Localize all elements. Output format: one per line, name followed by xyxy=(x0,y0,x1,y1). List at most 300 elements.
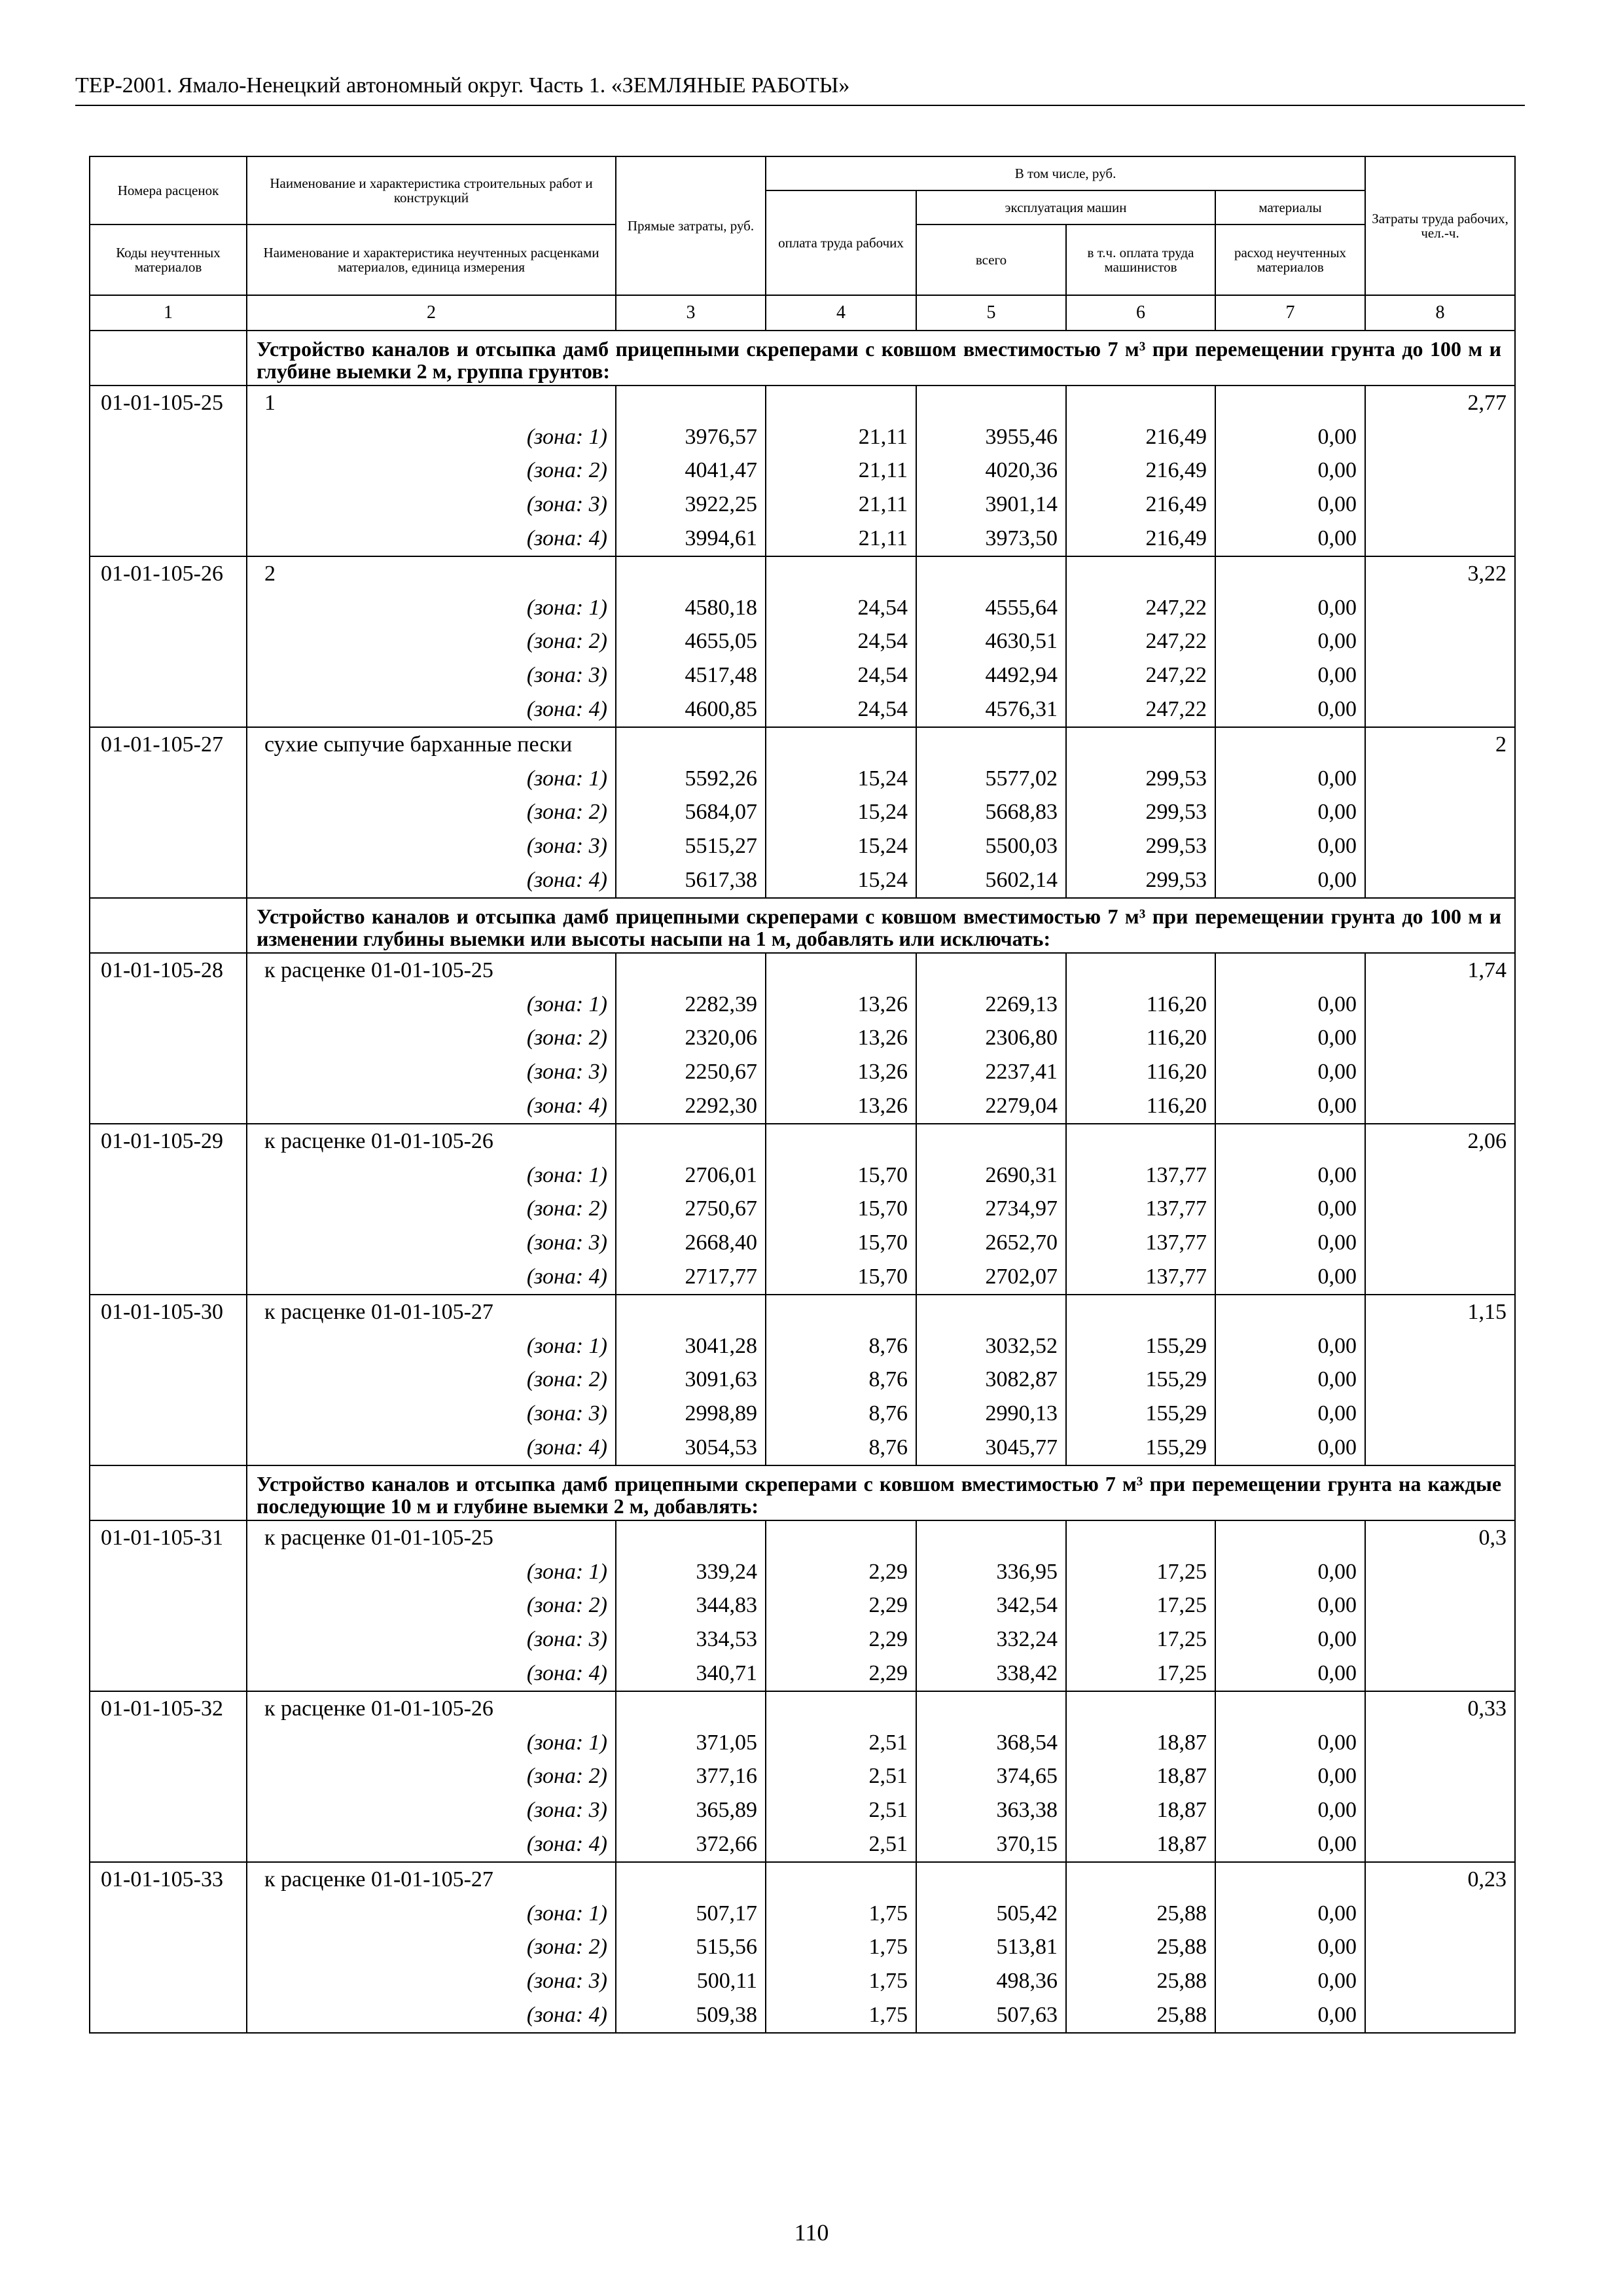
zone-row xyxy=(90,1397,1515,1431)
machine-total: 2652,70 xyxy=(916,1226,1066,1260)
empty-cell xyxy=(916,386,1066,420)
worker-pay: 15,70 xyxy=(766,1260,916,1295)
zone-label: (зона: 3) xyxy=(247,488,616,522)
direct-costs: 5684,07 xyxy=(616,796,766,830)
operator-pay: 155,29 xyxy=(1066,1329,1215,1363)
uncounted-materials: 0,00 xyxy=(1215,829,1365,863)
empty-cell xyxy=(916,1862,1066,1897)
machine-total: 338,42 xyxy=(916,1657,1066,1691)
empty-cell xyxy=(90,1329,247,1363)
empty-cell xyxy=(916,1520,1066,1555)
machine-total: 513,81 xyxy=(916,1930,1066,1964)
empty-cell xyxy=(90,1022,247,1056)
uncounted-materials: 0,00 xyxy=(1215,1964,1365,1998)
zone-row xyxy=(90,625,1515,659)
empty-cell xyxy=(1066,1295,1215,1329)
uncounted-materials: 0,00 xyxy=(1215,1193,1365,1227)
empty-cell xyxy=(1365,1158,1515,1193)
zone-label: (зона: 4) xyxy=(247,1657,616,1691)
empty-cell xyxy=(616,727,766,762)
empty-cell xyxy=(766,953,916,988)
empty-cell xyxy=(90,454,247,488)
direct-costs: 3976,57 xyxy=(616,420,766,454)
zone-row xyxy=(90,1555,1515,1589)
machine-total: 370,15 xyxy=(916,1827,1066,1862)
section-title: Устройство каналов и отсыпка дамб прицепными скреперами с ковшом вместимостью 7 м³ при перемещении грунта до 100 м и глубине выемки 2 м, группа грунтов: xyxy=(247,331,1515,386)
rate-row xyxy=(90,1862,1515,1897)
empty-cell xyxy=(90,1363,247,1397)
column-number: 4 xyxy=(766,295,916,331)
empty-cell xyxy=(1066,727,1215,762)
direct-costs: 5515,27 xyxy=(616,829,766,863)
empty-cell xyxy=(1066,1862,1215,1897)
zone-label: (зона: 4) xyxy=(247,522,616,556)
uncounted-materials: 0,00 xyxy=(1215,692,1365,727)
direct-costs: 4600,85 xyxy=(616,692,766,727)
empty-cell xyxy=(1215,386,1365,420)
zone-row xyxy=(90,863,1515,898)
rate-code: 01-01-105-28 xyxy=(90,953,247,988)
empty-cell xyxy=(916,1295,1066,1329)
labor-costs: 3,22 xyxy=(1365,556,1515,591)
uncounted-materials: 0,00 xyxy=(1215,1022,1365,1056)
worker-pay: 21,11 xyxy=(766,454,916,488)
operator-pay: 116,20 xyxy=(1066,988,1215,1022)
uncounted-materials: 0,00 xyxy=(1215,591,1365,625)
empty-cell xyxy=(90,762,247,796)
zone-row xyxy=(90,420,1515,454)
worker-pay: 21,11 xyxy=(766,522,916,556)
zone-label: (зона: 1) xyxy=(247,591,616,625)
uncounted-materials: 0,00 xyxy=(1215,1623,1365,1657)
machine-total: 336,95 xyxy=(916,1555,1066,1589)
zone-label: (зона: 3) xyxy=(247,1226,616,1260)
column-number: 6 xyxy=(1066,295,1215,331)
operator-pay: 155,29 xyxy=(1066,1397,1215,1431)
zone-row xyxy=(90,692,1515,727)
direct-costs: 5617,38 xyxy=(616,863,766,898)
zone-label: (зона: 1) xyxy=(247,762,616,796)
empty-cell xyxy=(766,386,916,420)
zone-label: (зона: 2) xyxy=(247,1193,616,1227)
uncounted-materials: 0,00 xyxy=(1215,454,1365,488)
rates-body xyxy=(90,331,1515,2033)
empty-cell xyxy=(766,1862,916,1897)
uncounted-materials: 0,00 xyxy=(1215,1055,1365,1089)
empty-cell xyxy=(90,796,247,830)
zone-row xyxy=(90,988,1515,1022)
zone-label: (зона: 1) xyxy=(247,1158,616,1193)
empty-cell xyxy=(616,953,766,988)
empty-cell xyxy=(90,1260,247,1295)
zone-label: (зона: 4) xyxy=(247,692,616,727)
worker-pay: 24,54 xyxy=(766,591,916,625)
worker-pay: 8,76 xyxy=(766,1329,916,1363)
operator-pay: 18,87 xyxy=(1066,1759,1215,1793)
empty-cell xyxy=(1365,625,1515,659)
page-number: 110 xyxy=(794,2219,829,2246)
header-including: В том числе, руб. xyxy=(766,156,1365,190)
direct-costs: 3994,61 xyxy=(616,522,766,556)
worker-pay: 13,26 xyxy=(766,1089,916,1124)
machine-total: 5668,83 xyxy=(916,796,1066,830)
column-number: 8 xyxy=(1365,295,1515,331)
machine-total: 2237,41 xyxy=(916,1055,1066,1089)
empty-cell xyxy=(90,1226,247,1260)
empty-cell xyxy=(90,1623,247,1657)
operator-pay: 155,29 xyxy=(1066,1363,1215,1397)
zone-label: (зона: 2) xyxy=(247,625,616,659)
empty-cell xyxy=(1365,796,1515,830)
empty-cell xyxy=(1365,522,1515,556)
empty-cell xyxy=(766,1295,916,1329)
zone-label: (зона: 2) xyxy=(247,1589,616,1623)
zone-label: (зона: 1) xyxy=(247,1555,616,1589)
zone-row xyxy=(90,1793,1515,1827)
labor-costs: 0,33 xyxy=(1365,1691,1515,1726)
direct-costs: 2706,01 xyxy=(616,1158,766,1193)
rate-code: 01-01-105-27 xyxy=(90,727,247,762)
operator-pay: 247,22 xyxy=(1066,591,1215,625)
worker-pay: 15,70 xyxy=(766,1193,916,1227)
machine-total: 3901,14 xyxy=(916,488,1066,522)
header-materials: материалы xyxy=(1215,190,1365,224)
operator-pay: 18,87 xyxy=(1066,1793,1215,1827)
rates-table xyxy=(89,156,1516,2034)
zone-row xyxy=(90,1897,1515,1931)
rate-name: 2 xyxy=(247,556,616,591)
machine-total: 368,54 xyxy=(916,1726,1066,1760)
machine-total: 3032,52 xyxy=(916,1329,1066,1363)
empty-cell xyxy=(1066,1520,1215,1555)
uncounted-materials: 0,00 xyxy=(1215,1897,1365,1931)
empty-cell xyxy=(1365,1623,1515,1657)
empty-cell xyxy=(90,488,247,522)
machine-total: 498,36 xyxy=(916,1964,1066,1998)
operator-pay: 17,25 xyxy=(1066,1555,1215,1589)
empty-cell xyxy=(1365,829,1515,863)
empty-cell xyxy=(1066,953,1215,988)
empty-cell xyxy=(1215,953,1365,988)
direct-costs: 4517,48 xyxy=(616,658,766,692)
empty-cell xyxy=(90,1158,247,1193)
empty-cell xyxy=(90,1930,247,1964)
machine-total: 374,65 xyxy=(916,1759,1066,1793)
uncounted-materials: 0,00 xyxy=(1215,1555,1365,1589)
operator-pay: 25,88 xyxy=(1066,1930,1215,1964)
column-number: 2 xyxy=(247,295,616,331)
empty-cell xyxy=(1066,1124,1215,1158)
operator-pay: 116,20 xyxy=(1066,1055,1215,1089)
empty-cell xyxy=(1215,1124,1365,1158)
worker-pay: 24,54 xyxy=(766,625,916,659)
worker-pay: 2,29 xyxy=(766,1657,916,1691)
empty-cell xyxy=(766,727,916,762)
empty-cell xyxy=(1365,1827,1515,1862)
machine-total: 2990,13 xyxy=(916,1397,1066,1431)
empty-cell xyxy=(1365,1998,1515,2033)
uncounted-materials: 0,00 xyxy=(1215,1363,1365,1397)
zone-label: (зона: 4) xyxy=(247,1998,616,2033)
empty-cell xyxy=(916,556,1066,591)
empty-cell xyxy=(1066,386,1215,420)
operator-pay: 25,88 xyxy=(1066,1998,1215,2033)
section-code-cell xyxy=(90,1465,247,1520)
zone-label: (зона: 3) xyxy=(247,1623,616,1657)
empty-cell xyxy=(616,1520,766,1555)
zone-row xyxy=(90,454,1515,488)
section-title: Устройство каналов и отсыпка дамб прицепными скреперами с ковшом вместимостью 7 м³ при перемещении грунта на каждые последующие 10 м и глубине выемки 2 м, добавлять: xyxy=(247,1465,1515,1520)
labor-costs: 1,74 xyxy=(1365,953,1515,988)
machine-total: 5602,14 xyxy=(916,863,1066,898)
direct-costs: 344,83 xyxy=(616,1589,766,1623)
empty-cell xyxy=(1215,1295,1365,1329)
zone-row xyxy=(90,1193,1515,1227)
header-uncounted-consumption: расход неучтенных материалов xyxy=(1215,224,1365,295)
operator-pay: 216,49 xyxy=(1066,454,1215,488)
zone-row xyxy=(90,1431,1515,1465)
zone-label: (зона: 3) xyxy=(247,1964,616,1998)
worker-pay: 21,11 xyxy=(766,488,916,522)
column-number: 5 xyxy=(916,295,1066,331)
zone-label: (зона: 2) xyxy=(247,1930,616,1964)
uncounted-materials: 0,00 xyxy=(1215,762,1365,796)
empty-cell xyxy=(90,863,247,898)
machine-total: 2306,80 xyxy=(916,1022,1066,1056)
column-number: 1 xyxy=(90,295,247,331)
rate-code: 01-01-105-33 xyxy=(90,1862,247,1897)
empty-cell xyxy=(90,1055,247,1089)
machine-total: 4576,31 xyxy=(916,692,1066,727)
direct-costs: 3091,63 xyxy=(616,1363,766,1397)
empty-cell xyxy=(1215,556,1365,591)
operator-pay: 216,49 xyxy=(1066,522,1215,556)
empty-cell xyxy=(1365,658,1515,692)
header-machine-total: всего xyxy=(916,224,1066,295)
empty-cell xyxy=(90,1793,247,1827)
empty-cell xyxy=(616,1124,766,1158)
machine-total: 4492,94 xyxy=(916,658,1066,692)
rate-row xyxy=(90,386,1515,420)
rate-name: к расценке 01-01-105-27 xyxy=(247,1862,616,1897)
direct-costs: 500,11 xyxy=(616,1964,766,1998)
empty-cell xyxy=(616,1862,766,1897)
empty-cell xyxy=(1365,1089,1515,1124)
direct-costs: 2292,30 xyxy=(616,1089,766,1124)
machine-total: 2269,13 xyxy=(916,988,1066,1022)
zone-label: (зона: 1) xyxy=(247,420,616,454)
page-header-title: ТЕР-2001. Ямало-Ненецкий автономный округ. Часть 1. «ЗЕМЛЯНЫЕ РАБОТЫ» xyxy=(75,73,850,98)
empty-cell xyxy=(1365,1055,1515,1089)
direct-costs: 515,56 xyxy=(616,1930,766,1964)
zone-row xyxy=(90,1998,1515,2033)
section-code-cell xyxy=(90,898,247,953)
zone-label: (зона: 4) xyxy=(247,1827,616,1862)
empty-cell xyxy=(90,988,247,1022)
uncounted-materials: 0,00 xyxy=(1215,863,1365,898)
empty-cell xyxy=(1365,1226,1515,1260)
worker-pay: 15,24 xyxy=(766,863,916,898)
empty-cell xyxy=(90,1193,247,1227)
direct-costs: 377,16 xyxy=(616,1759,766,1793)
zone-row xyxy=(90,762,1515,796)
machine-total: 4020,36 xyxy=(916,454,1066,488)
worker-pay: 24,54 xyxy=(766,692,916,727)
header-work-name: Наименование и характеристика строительных работ и конструкций xyxy=(247,156,616,224)
empty-cell xyxy=(1365,1793,1515,1827)
empty-cell xyxy=(1365,1897,1515,1931)
direct-costs: 2998,89 xyxy=(616,1397,766,1431)
worker-pay: 2,29 xyxy=(766,1623,916,1657)
uncounted-materials: 0,00 xyxy=(1215,658,1365,692)
section-title: Устройство каналов и отсыпка дамб прицепными скреперами с ковшом вместимостью 7 м³ при перемещении грунта до 100 м и изменении глубины выемки или высоты насыпи на 1 м, добавлять или исключать: xyxy=(247,898,1515,953)
empty-cell xyxy=(1365,1589,1515,1623)
rate-code: 01-01-105-32 xyxy=(90,1691,247,1726)
operator-pay: 137,77 xyxy=(1066,1193,1215,1227)
uncounted-materials: 0,00 xyxy=(1215,1158,1365,1193)
empty-cell xyxy=(1365,1964,1515,1998)
worker-pay: 1,75 xyxy=(766,1964,916,1998)
empty-cell xyxy=(616,1691,766,1726)
section-heading-row xyxy=(90,1465,1515,1520)
rate-name: к расценке 01-01-105-25 xyxy=(247,953,616,988)
labor-costs: 0,3 xyxy=(1365,1520,1515,1555)
direct-costs: 509,38 xyxy=(616,1998,766,2033)
machine-total: 5500,03 xyxy=(916,829,1066,863)
machine-total: 3973,50 xyxy=(916,522,1066,556)
empty-cell xyxy=(90,1827,247,1862)
worker-pay: 2,51 xyxy=(766,1793,916,1827)
empty-cell xyxy=(766,556,916,591)
header-machine-operation: эксплуатация машин xyxy=(916,190,1215,224)
worker-pay: 15,24 xyxy=(766,762,916,796)
empty-cell xyxy=(90,1555,247,1589)
worker-pay: 8,76 xyxy=(766,1431,916,1465)
direct-costs: 2717,77 xyxy=(616,1260,766,1295)
direct-costs: 4655,05 xyxy=(616,625,766,659)
machine-total: 2734,97 xyxy=(916,1193,1066,1227)
worker-pay: 2,29 xyxy=(766,1555,916,1589)
empty-cell xyxy=(90,1998,247,2033)
empty-cell xyxy=(90,1759,247,1793)
rate-code: 01-01-105-25 xyxy=(90,386,247,420)
section-code-cell xyxy=(90,331,247,386)
worker-pay: 1,75 xyxy=(766,1930,916,1964)
rate-code: 01-01-105-31 xyxy=(90,1520,247,1555)
zone-label: (зона: 4) xyxy=(247,1089,616,1124)
empty-cell xyxy=(90,658,247,692)
empty-cell xyxy=(1365,1726,1515,1760)
operator-pay: 17,25 xyxy=(1066,1657,1215,1691)
empty-cell xyxy=(1365,1431,1515,1465)
worker-pay: 15,70 xyxy=(766,1158,916,1193)
empty-cell xyxy=(1365,1329,1515,1363)
zone-label: (зона: 2) xyxy=(247,454,616,488)
zone-row xyxy=(90,1657,1515,1691)
uncounted-materials: 0,00 xyxy=(1215,796,1365,830)
zone-label: (зона: 2) xyxy=(247,1759,616,1793)
direct-costs: 3054,53 xyxy=(616,1431,766,1465)
uncounted-materials: 0,00 xyxy=(1215,1657,1365,1691)
rate-row xyxy=(90,1295,1515,1329)
empty-cell xyxy=(90,1431,247,1465)
uncounted-materials: 0,00 xyxy=(1215,1726,1365,1760)
direct-costs: 371,05 xyxy=(616,1726,766,1760)
zone-row xyxy=(90,829,1515,863)
uncounted-materials: 0,00 xyxy=(1215,1431,1365,1465)
rate-code: 01-01-105-29 xyxy=(90,1124,247,1158)
operator-pay: 17,25 xyxy=(1066,1623,1215,1657)
worker-pay: 13,26 xyxy=(766,988,916,1022)
labor-costs: 2,77 xyxy=(1365,386,1515,420)
worker-pay: 21,11 xyxy=(766,420,916,454)
machine-total: 3082,87 xyxy=(916,1363,1066,1397)
zone-row xyxy=(90,1022,1515,1056)
empty-cell xyxy=(1066,556,1215,591)
direct-costs: 339,24 xyxy=(616,1555,766,1589)
direct-costs: 2250,67 xyxy=(616,1055,766,1089)
uncounted-materials: 0,00 xyxy=(1215,1260,1365,1295)
uncounted-materials: 0,00 xyxy=(1215,420,1365,454)
empty-cell xyxy=(90,1964,247,1998)
operator-pay: 299,53 xyxy=(1066,762,1215,796)
rate-row xyxy=(90,1124,1515,1158)
zone-row xyxy=(90,1623,1515,1657)
header-labor-costs: Затраты труда рабочих, чел.-ч. xyxy=(1365,156,1515,295)
operator-pay: 18,87 xyxy=(1066,1827,1215,1862)
zone-row xyxy=(90,591,1515,625)
column-number: 7 xyxy=(1215,295,1365,331)
empty-cell xyxy=(916,953,1066,988)
machine-total: 505,42 xyxy=(916,1897,1066,1931)
uncounted-materials: 0,00 xyxy=(1215,1759,1365,1793)
rate-name: 1 xyxy=(247,386,616,420)
operator-pay: 17,25 xyxy=(1066,1589,1215,1623)
machine-total: 3955,46 xyxy=(916,420,1066,454)
direct-costs: 4041,47 xyxy=(616,454,766,488)
worker-pay: 15,24 xyxy=(766,829,916,863)
direct-costs: 340,71 xyxy=(616,1657,766,1691)
zone-row xyxy=(90,1158,1515,1193)
uncounted-materials: 0,00 xyxy=(1215,1226,1365,1260)
direct-costs: 4580,18 xyxy=(616,591,766,625)
column-number-row xyxy=(90,295,1515,331)
zone-label: (зона: 1) xyxy=(247,1726,616,1760)
empty-cell xyxy=(766,1124,916,1158)
zone-row xyxy=(90,1827,1515,1862)
machine-total: 363,38 xyxy=(916,1793,1066,1827)
header-uncounted-codes: Коды неучтенных материалов xyxy=(90,224,247,295)
machine-total: 2690,31 xyxy=(916,1158,1066,1193)
zone-label: (зона: 1) xyxy=(247,1329,616,1363)
zone-row xyxy=(90,1363,1515,1397)
empty-cell xyxy=(1365,1759,1515,1793)
empty-cell xyxy=(90,591,247,625)
empty-cell xyxy=(766,1691,916,1726)
operator-pay: 216,49 xyxy=(1066,420,1215,454)
machine-total: 5577,02 xyxy=(916,762,1066,796)
direct-costs: 2282,39 xyxy=(616,988,766,1022)
empty-cell xyxy=(90,1589,247,1623)
worker-pay: 15,24 xyxy=(766,796,916,830)
zone-row xyxy=(90,796,1515,830)
zone-label: (зона: 3) xyxy=(247,1793,616,1827)
uncounted-materials: 0,00 xyxy=(1215,1089,1365,1124)
zone-label: (зона: 2) xyxy=(247,796,616,830)
zone-label: (зона: 1) xyxy=(247,1897,616,1931)
empty-cell xyxy=(1365,762,1515,796)
direct-costs: 2320,06 xyxy=(616,1022,766,1056)
